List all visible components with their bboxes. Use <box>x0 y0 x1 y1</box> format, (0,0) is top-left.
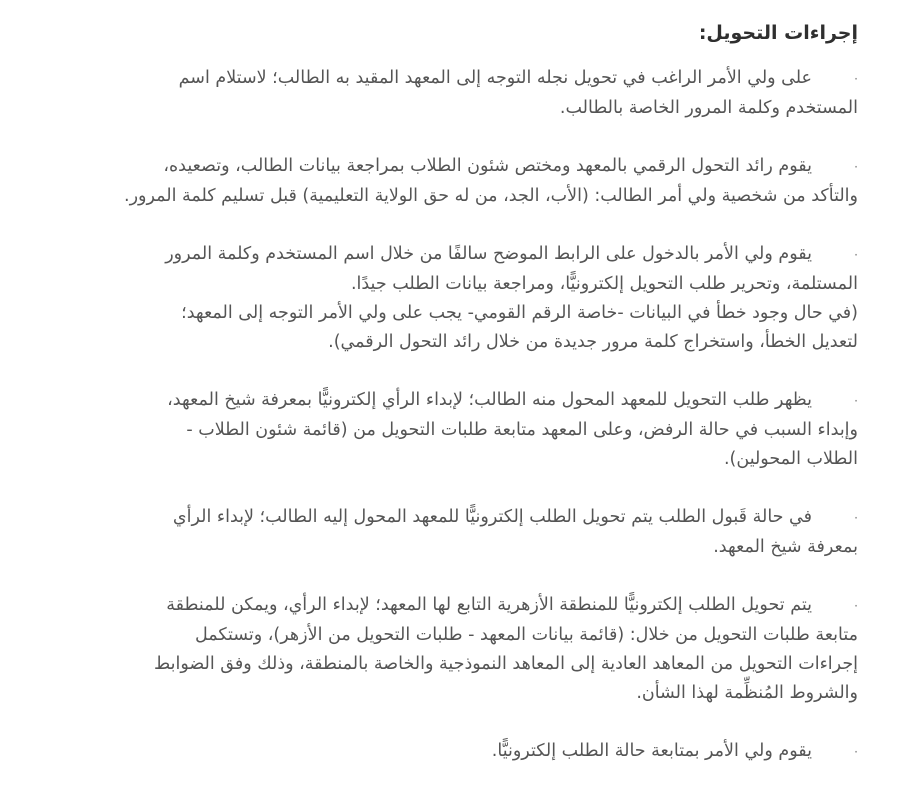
step-text: يقوم ولي الأمر بالدخول على الرابط الموضح سالفًا من خلال اسم المستخدم وكلمة المرور <box>165 244 812 264</box>
bullet-icon: · <box>854 72 858 86</box>
transfer-steps-list <box>12 64 858 767</box>
list-item <box>12 503 858 562</box>
step-line <box>12 240 858 270</box>
step-line: لتعديل الخطأ، واستخراج كلمة مرور جديدة من خلال رائد التحول الرقمي). <box>328 332 858 352</box>
step-line: والتأكد من شخصية ولي أمر الطالب: (الأب، الجد، من له حق الولاية التعليمية) قبل تسليم كلمة المرور. <box>124 186 858 206</box>
step-text: على ولي الأمر الراغب في تحويل نجله التوجه إلى المعهد المقيد به الطالب؛ لاستلام اسم <box>178 68 812 88</box>
step-line <box>12 64 858 94</box>
step-line: إجراءات التحويل من المعاهد العادية إلى المعاهد النموذجية والخاصة بالمنطقة، وذلك وفق الضوابط <box>153 654 858 674</box>
step-line: (في حال وجود خطأ في البيانات -خاصة الرقم القومي- يجب على ولي الأمر التوجه إلى المعهد؛ <box>181 303 858 323</box>
step-line: الطلاب المحولين). <box>723 449 858 469</box>
step-line <box>12 152 858 182</box>
list-item <box>12 386 858 474</box>
step-text: يقوم رائد التحول الرقمي بالمعهد ومختص شئون الطلاب بمراجعة بيانات الطالب، وتصعيده، <box>163 156 812 176</box>
list-item <box>12 591 858 708</box>
step-line: المستخدم وكلمة المرور الخاصة بالطالب. <box>559 98 858 118</box>
list-item <box>12 737 858 767</box>
bullet-icon: · <box>854 599 858 613</box>
list-item <box>12 64 858 123</box>
bullet-icon: · <box>854 160 858 174</box>
bullet-icon: · <box>854 511 858 525</box>
step-line: المستلمة، وتحرير طلب التحويل إلكترونيًّا، ومراجعة بيانات الطلب جيدًا. <box>350 274 858 294</box>
step-text: في حالة قَبول الطلب يتم تحويل الطلب إلكترونيًّا للمعهد المحول إليه الطالب؛ لإبداء الرأي <box>172 507 812 527</box>
step-line <box>12 386 858 416</box>
step-text: يقوم ولي الأمر بمتابعة حالة الطلب إلكترونيًّا. <box>491 741 812 761</box>
step-line <box>12 737 858 767</box>
page-title: إجراءات التحويل: <box>698 22 858 44</box>
bullet-icon: · <box>854 745 858 759</box>
step-line: بمعرفة شيخ المعهد. <box>713 537 858 557</box>
step-line: والشروط المُنظِّمة لهذا الشأن. <box>636 683 858 703</box>
step-text: يظهر طلب التحويل للمعهد المحول منه الطالب؛ لإبداء الرأي إلكترونيًّا بمعرفة شيخ المعهد، <box>167 390 812 410</box>
step-line <box>12 591 858 621</box>
bullet-icon: · <box>854 394 858 408</box>
step-line: وإبداء السبب في حالة الرفض، وعلى المعهد متابعة طلبات التحويل من (قائمة شئون الطلاب - <box>186 420 858 440</box>
list-item <box>12 240 858 357</box>
bullet-icon: · <box>854 248 858 262</box>
step-line <box>12 503 858 533</box>
step-line: متابعة طلبات التحويل من خلال: (قائمة بيانات المعهد - طلبات التحويل من الأزهر)، وتستكمل <box>194 625 858 645</box>
step-text: يتم تحويل الطلب إلكترونيًّا للمنطقة الأزهرية التابع لها المعهد؛ لإبداء الرأي، ويمكن للمنطقة <box>166 595 812 615</box>
list-item <box>12 152 858 211</box>
